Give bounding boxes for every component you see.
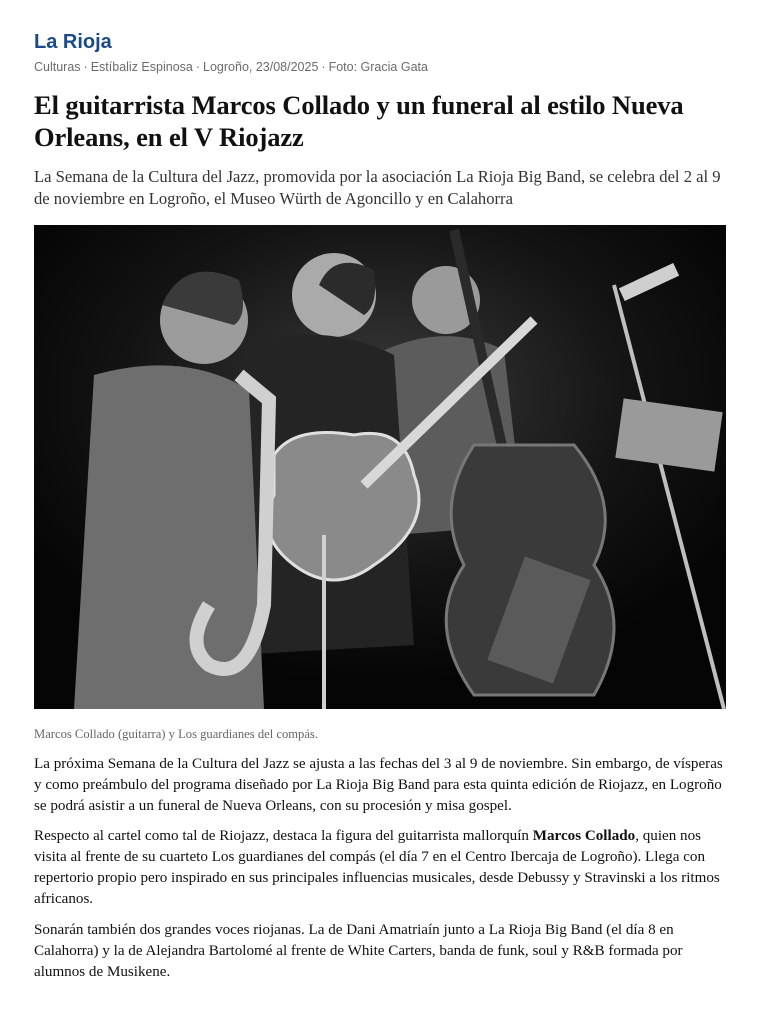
highlighted-name: Marcos Collado xyxy=(532,828,636,844)
article-paragraph xyxy=(34,826,726,910)
paragraph-text: , quien nos visita al frente de su cuarteto Los guardianes del compás (el día 7 en el Centro Ibercaja de Logroño). Llega con repertorio propio pero inspirado en sus principales influencias musicales, desde Debussy y Stravinski a los ritmos africanos. xyxy=(34,828,720,907)
article-meta: Culturas · Estíbaliz Espinosa · Logroño, 23/08/2025 · Foto: Gracia Gata xyxy=(34,60,428,74)
article-body xyxy=(34,754,726,983)
photo-credit: Foto: Gracia Gata xyxy=(328,60,428,74)
photo-caption: Marcos Collado (guitarra) y Los guardianes del compás. xyxy=(34,727,318,741)
article-paragraph: Sonarán también dos grandes voces riojanas. La de Dani Amatriaín junto a La Rioja Big Band (el día 8 en Calahorra) y la de Alejandra Bartolomé al frente de White Carters, banda de funk, soul y R&B formada por alumnos de Musikene. xyxy=(34,922,683,980)
band-photo-illustration xyxy=(34,225,726,709)
article-headline: El guitarrista Marcos Collado y un funeral al estilo Nueva Orleans, en el V Riojazz xyxy=(34,90,684,152)
article-dek: La Semana de la Cultura del Jazz, promovida por la asociación La Rioja Big Band, se celebra del 2 al 9 de noviembre en Logroño, el Museo Würth de Agoncillo y en Calahorra xyxy=(34,167,721,208)
dateline: Logroño, 23/08/2025 xyxy=(203,60,319,74)
article-paragraph: La próxima Semana de la Cultura del Jazz se ajusta a las fechas del 3 al 9 de noviembre. Sin embargo, de vísperas y como preámbulo del programa diseñado por La Rioja Big Band para esta quinta edición de Riojazz, en Logroño se podrá asistir a un funeral de Nueva Orleans, con su procesión y misa gospel. xyxy=(34,756,723,814)
paragraph-text: Respecto al cartel como tal de Riojazz, destaca la figura del guitarrista mallorquín xyxy=(34,828,533,844)
site-brand[interactable]: La Rioja xyxy=(34,31,112,53)
section-link[interactable]: Culturas xyxy=(34,60,81,74)
author-name: Estíbaliz Espinosa xyxy=(90,60,193,74)
article-photo xyxy=(34,225,726,709)
article-page xyxy=(34,28,726,983)
